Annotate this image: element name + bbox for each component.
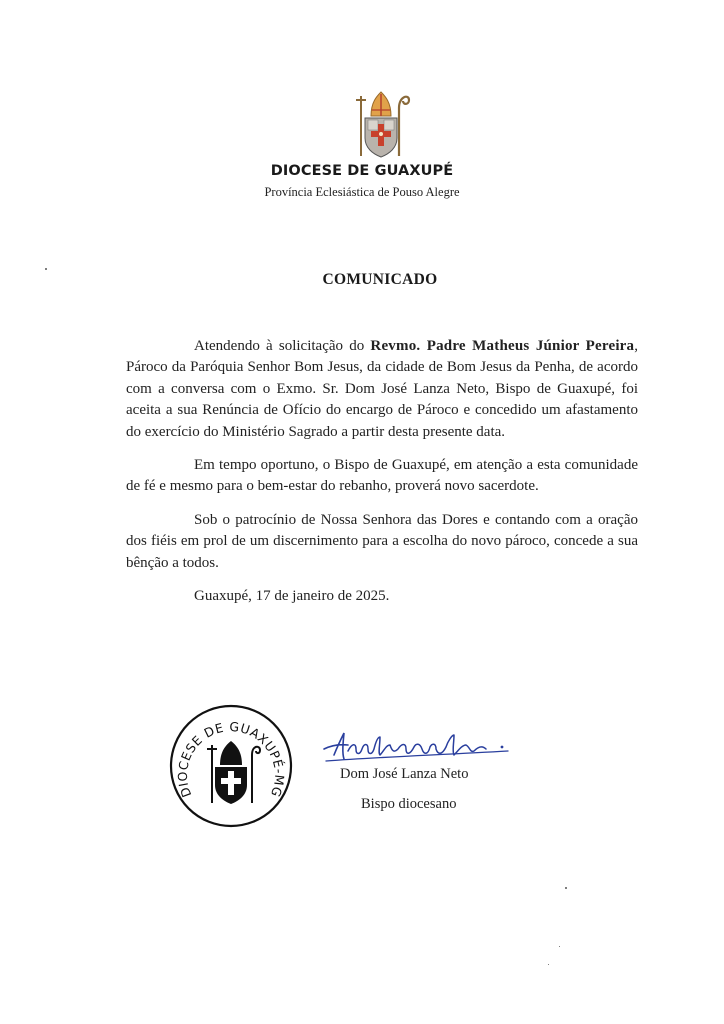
- scan-speck: [548, 964, 549, 965]
- document-title: COMUNICADO: [322, 271, 438, 288]
- paragraph-3: Sob o patrocínio de Nossa Senhora das Dores e contando com a oração dos fiéis em prol de um discernimento para a escolha do novo pároco, concede a sua bênção a todos.: [126, 511, 638, 571]
- paragraph-1-intro: Atendendo à solicitação do: [194, 338, 371, 354]
- diocese-seal-stamp-icon: [168, 703, 294, 829]
- letter-body: [126, 336, 638, 619]
- priest-name: Revmo. Padre Matheus Júnior Pereira: [370, 338, 635, 354]
- diocese-coat-of-arms-icon: [349, 86, 413, 160]
- scan-speck: [559, 946, 560, 947]
- paragraph-2: Em tempo oportuno, o Bispo de Guaxupé, em atenção a esta comunidade de fé e mesmo para o bem-estar do rebanho, proverá novo sacerdote.: [126, 457, 638, 495]
- organization-name: DIOCESE DE GUAXUPÉ: [270, 163, 454, 179]
- place-date: Guaxupé, 17 de janeiro de 2025.: [194, 588, 390, 605]
- seal-text: DIOCESE DE GUAXUPÉ-MG: [174, 718, 288, 800]
- paragraph-1-rest: , Pároco da Paróquia Senhor Bom Jesus, da cidade de Bom Jesus da Penha, de acordo com a conversa com o Exmo. Sr. Dom José Lanza Neto, Bispo de Guaxupé, foi aceita a sua Renúncia de Ofício do encargo de Pároco e concedido um afastamento do exercício do Ministério Sagrado a partir desta presente data.: [126, 338, 638, 440]
- signatory-role: Bispo diocesano: [361, 796, 457, 812]
- scan-speck: [565, 887, 567, 889]
- handwritten-signature-icon: [318, 725, 514, 767]
- paragraph-1: [126, 336, 638, 443]
- scan-speck: [45, 268, 47, 270]
- signatory-name: Dom José Lanza Neto: [340, 766, 469, 782]
- organization-subtitle: Província Eclesiástica de Pouso Alegre: [264, 185, 460, 199]
